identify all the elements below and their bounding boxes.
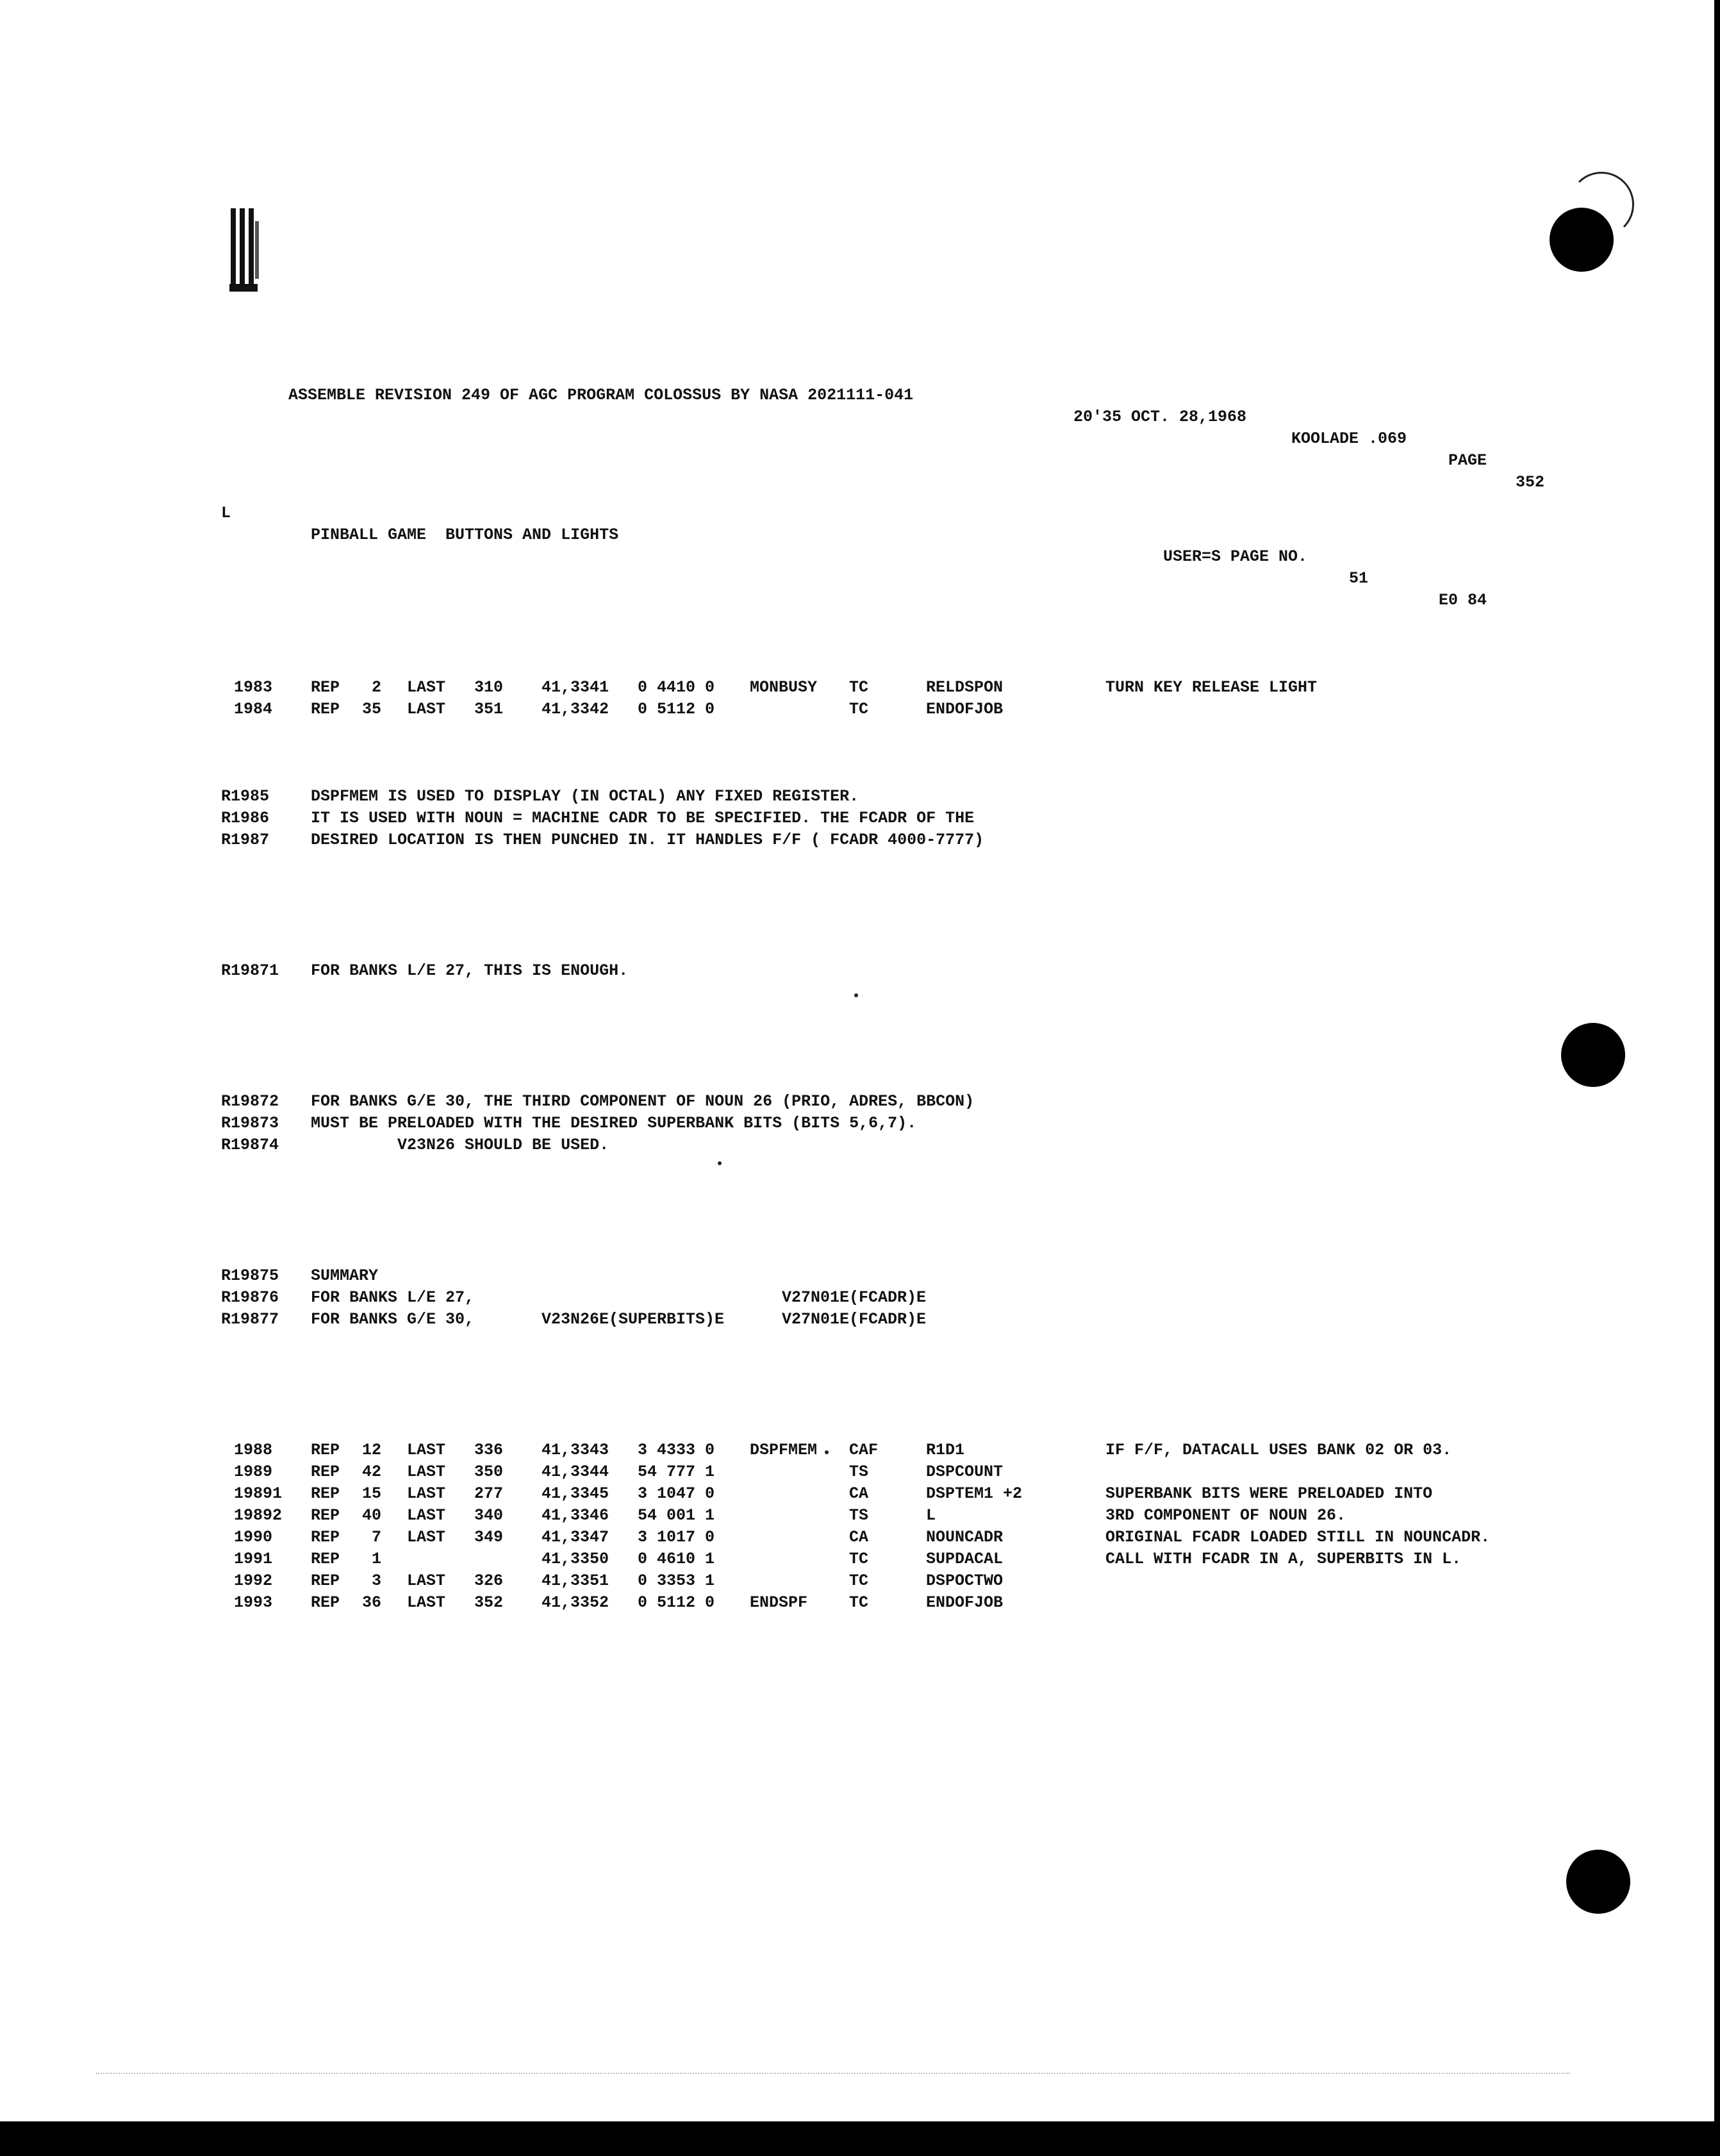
row-operand: ENDOFJOB <box>926 700 1004 718</box>
row-n: 15 <box>361 1484 381 1503</box>
row-op: TS <box>849 1506 869 1525</box>
remark-text: FOR BANKS L/E 27, <box>311 1288 475 1307</box>
punch-hole-bottom <box>1566 1850 1630 1914</box>
row-line: 1989 <box>234 1463 273 1481</box>
row-operand: R1D1 <box>926 1441 965 1459</box>
row-comment: ORIGINAL FCADR LOADED STILL IN NOUNCADR. <box>1105 1528 1491 1547</box>
remark-text: IT IS USED WITH NOUN = MACHINE CADR TO BE SPECIFIED. THE FCADR OF THE <box>311 809 975 827</box>
row-ref: 277 <box>474 1484 504 1503</box>
row-op: CA <box>849 1484 869 1503</box>
punch-hole-middle <box>1561 1023 1625 1087</box>
row-operand: RELDSPON <box>926 678 1004 697</box>
row-comment: 3RD COMPONENT OF NOUN 26. <box>1105 1506 1346 1525</box>
remark-text: DESIRED LOCATION IS THEN PUNCHED IN. IT HANDLES F/F ( FCADR 4000-7777) <box>311 831 984 849</box>
row-operand: L <box>926 1506 936 1525</box>
row-line: 1990 <box>234 1528 273 1547</box>
row-addr: 41,3345 <box>542 1484 609 1503</box>
row-n: 12 <box>361 1441 381 1459</box>
row-op: CA <box>849 1528 869 1547</box>
row-rep: REP <box>311 1441 340 1459</box>
summary-right: V27N01E(FCADR)E <box>782 1288 927 1307</box>
remark-number: R1985 <box>221 787 270 806</box>
row-code: 0 4410 0 <box>638 678 715 697</box>
remark-number: R19873 <box>221 1114 279 1132</box>
speck <box>718 1161 722 1165</box>
remark-text: FOR BANKS L/E 27, THIS IS ENOUGH. <box>311 961 629 980</box>
listing-row <box>221 1505 1346 1527</box>
remark-row <box>221 829 984 851</box>
remark-row <box>221 1091 975 1113</box>
row-ref: 349 <box>474 1528 504 1547</box>
row-last: LAST <box>407 1571 446 1590</box>
row-last: LAST <box>407 1593 446 1612</box>
remark-text: FOR BANKS G/E 30, <box>311 1310 475 1329</box>
row-ref: 326 <box>474 1571 504 1590</box>
row-operand: DSPTEM1 +2 <box>926 1484 1023 1503</box>
row-n: 35 <box>361 700 381 718</box>
row-comment: CALL WITH FCADR IN A, SUPERBITS IN L. <box>1105 1550 1462 1568</box>
row-last: LAST <box>407 1506 446 1525</box>
row-line: 1983 <box>234 678 273 697</box>
remark-row <box>221 1309 927 1331</box>
row-addr: 41,3350 <box>542 1550 609 1568</box>
remark-row <box>221 1265 379 1287</box>
remark-text: DSPFMEM IS USED TO DISPLAY (IN OCTAL) ANY FIXED REGISTER. <box>311 787 859 806</box>
row-addr: 41,3344 <box>542 1463 609 1481</box>
listing-row <box>221 1570 1004 1592</box>
remark-row <box>221 1287 927 1309</box>
summary-right: V27N01E(FCADR)E <box>782 1310 927 1329</box>
row-addr: 41,3342 <box>542 700 609 718</box>
listing-row <box>221 1483 1433 1505</box>
row-operand: NOUNCADR <box>926 1528 1004 1547</box>
row-ref: 351 <box>474 700 504 718</box>
assembly-listing <box>221 276 1545 1657</box>
row-n: 36 <box>361 1593 381 1612</box>
remark-number: R19876 <box>221 1288 279 1307</box>
users-page-number: 51 <box>1349 569 1369 588</box>
row-rep: REP <box>311 1506 340 1525</box>
row-operand: SUPDACAL <box>926 1550 1004 1568</box>
row-rep: REP <box>311 1463 340 1481</box>
summary-mid: V23N26E(SUPERBITS)E <box>542 1310 725 1329</box>
row-ref: 340 <box>474 1506 504 1525</box>
remark-number: R1986 <box>221 809 270 827</box>
remark-number: R19872 <box>221 1092 279 1111</box>
row-comment: IF F/F, DATACALL USES BANK 02 OR 03. <box>1105 1441 1452 1459</box>
row-n: 2 <box>371 678 381 697</box>
listing-row <box>221 1439 1452 1461</box>
row-line: 1984 <box>234 700 273 718</box>
remark-text: FOR BANKS G/E 30, THE THIRD COMPONENT OF NOUN 26 (PRIO, ADRES, BBCON) <box>311 1092 975 1111</box>
remark-row <box>221 960 629 982</box>
row-comment: TURN KEY RELEASE LIGHT <box>1105 678 1318 697</box>
row-ref: 352 <box>474 1593 504 1612</box>
row-code: 54 777 1 <box>638 1463 715 1481</box>
row-addr: 41,3341 <box>542 678 609 697</box>
remark-text: MUST BE PRELOADED WITH THE DESIRED SUPERBANK BITS (BITS 5,6,7). <box>311 1114 917 1132</box>
row-code: 3 4333 0 <box>638 1441 715 1459</box>
row-addr: 41,3351 <box>542 1571 609 1590</box>
row-operand: ENDOFJOB <box>926 1593 1004 1612</box>
row-code: 0 5112 0 <box>638 1593 715 1612</box>
row-operand: DSPCOUNT <box>926 1463 1004 1481</box>
row-op: TC <box>849 700 869 718</box>
punch-hole-arc <box>1569 172 1634 237</box>
row-rep: REP <box>311 1571 340 1590</box>
header-timestamp: 20'35 OCT. 28,1968 <box>1073 408 1247 426</box>
header-page-number: 352 <box>1516 473 1545 492</box>
row-addr: 41,3343 <box>542 1441 609 1459</box>
row-comment: SUPERBANK BITS WERE PRELOADED INTO <box>1105 1484 1433 1503</box>
listing-row <box>221 699 1004 720</box>
row-label: ENDSPF <box>750 1593 808 1612</box>
header-koolade: KOOLADE .069 <box>1291 429 1407 448</box>
row-n: 1 <box>371 1550 381 1568</box>
row-last: LAST <box>407 678 446 697</box>
row-op: TC <box>849 678 869 697</box>
header-line <box>221 363 1545 492</box>
header-page-label: PAGE <box>1448 451 1487 470</box>
remark-text: SUMMARY <box>311 1266 379 1285</box>
row-n: 3 <box>371 1571 381 1590</box>
row-line: 1991 <box>234 1550 273 1568</box>
row-rep: REP <box>311 1593 340 1612</box>
listing-row <box>221 1548 1462 1570</box>
bottom-dotted-line <box>96 2073 1570 2074</box>
row-label: MONBUSY <box>750 678 818 697</box>
row-rep: REP <box>311 1484 340 1503</box>
row-rep: REP <box>311 1528 340 1547</box>
row-line: 1993 <box>234 1593 273 1612</box>
row-last: LAST <box>407 1484 446 1503</box>
row-op: CAF <box>849 1441 879 1459</box>
subheader-line <box>221 481 1487 609</box>
row-label: DSPFMEM <box>750 1441 818 1459</box>
row-last: LAST <box>407 1463 446 1481</box>
row-ref: 310 <box>474 678 504 697</box>
row-op: TC <box>849 1571 869 1590</box>
row-op: TS <box>849 1463 869 1481</box>
row-ref: 350 <box>474 1463 504 1481</box>
row-line: 19892 <box>234 1506 283 1525</box>
row-rep: REP <box>311 678 340 697</box>
row-line: 19891 <box>234 1484 283 1503</box>
remark-number: R19871 <box>221 961 279 980</box>
remark-number: R1987 <box>221 831 270 849</box>
row-ref: 336 <box>474 1441 504 1459</box>
row-code: 3 1047 0 <box>638 1484 715 1503</box>
subheader-prefix: L <box>221 504 231 522</box>
row-line: 1992 <box>234 1571 273 1590</box>
users-page-label: USER=S PAGE NO. <box>1163 547 1308 566</box>
row-last: LAST <box>407 1441 446 1459</box>
remark-number: R19874 <box>221 1136 279 1154</box>
row-code: 0 3353 1 <box>638 1571 715 1590</box>
row-code: 3 1017 0 <box>638 1528 715 1547</box>
listing-row <box>221 1527 1491 1548</box>
row-code: 0 4610 1 <box>638 1550 715 1568</box>
remark-row <box>221 786 859 808</box>
row-operand: DSPOCTWO <box>926 1571 1004 1590</box>
row-addr: 41,3346 <box>542 1506 609 1525</box>
row-n: 40 <box>361 1506 381 1525</box>
remark-row <box>221 1113 917 1134</box>
remark-row <box>221 808 975 829</box>
eo-label: E0 84 <box>1439 591 1487 609</box>
row-op: TC <box>849 1593 869 1612</box>
row-addr: 41,3352 <box>542 1593 609 1612</box>
subheader-title: PINBALL GAME BUTTONS AND LIGHTS <box>311 526 619 544</box>
row-op: TC <box>849 1550 869 1568</box>
speck <box>854 993 858 997</box>
remark-text: V23N26 SHOULD BE USED. <box>311 1136 609 1154</box>
row-addr: 41,3347 <box>542 1528 609 1547</box>
listing-row <box>221 1461 1004 1483</box>
speck <box>825 1450 829 1454</box>
header-title: ASSEMBLE REVISION 249 OF AGC PROGRAM COLOSSUS BY NASA 2021111-041 <box>288 386 914 404</box>
row-last: LAST <box>407 700 446 718</box>
row-code: 54 001 1 <box>638 1506 715 1525</box>
row-code: 0 5112 0 <box>638 700 715 718</box>
remark-row <box>221 1134 609 1156</box>
row-n: 42 <box>361 1463 381 1481</box>
row-line: 1988 <box>234 1441 273 1459</box>
row-rep: REP <box>311 1550 340 1568</box>
remark-number: R19875 <box>221 1266 279 1285</box>
row-last: LAST <box>407 1528 446 1547</box>
remark-number: R19877 <box>221 1310 279 1329</box>
row-n: 7 <box>371 1528 381 1547</box>
listing-row <box>221 677 1318 699</box>
row-rep: REP <box>311 700 340 718</box>
listing-row <box>221 1592 1004 1614</box>
